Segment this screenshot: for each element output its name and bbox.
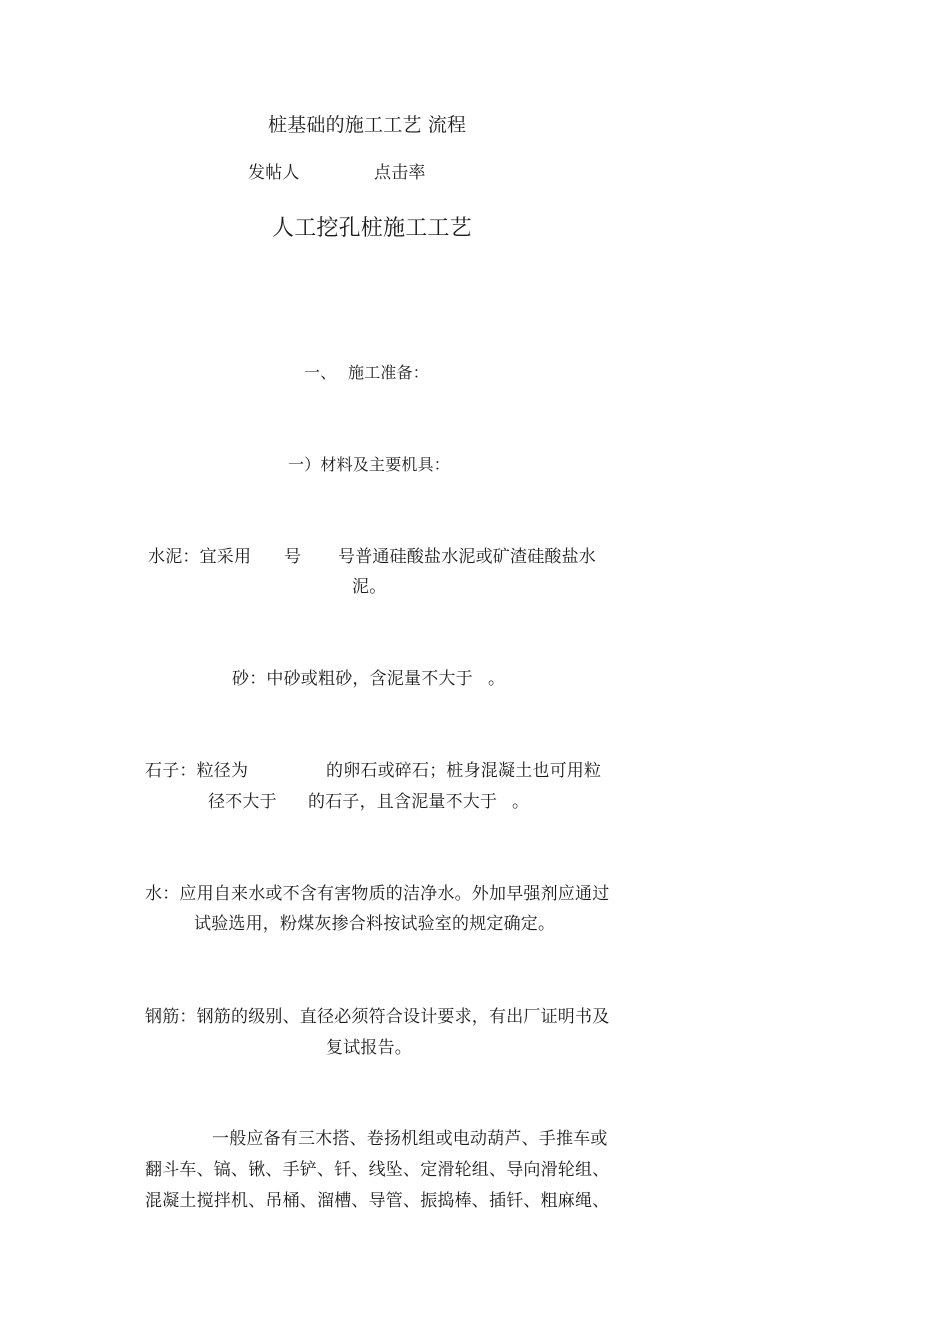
stone-text-2: 的卵石或碎石；桩身混凝土也可用粒 — [326, 761, 602, 781]
clicks-label: 点击率 — [374, 163, 426, 183]
cement-text-2: 号 — [284, 547, 302, 567]
tools-line-2: 翻斗车、镐、锹、手铲、钎、线坠、定滑轮组、导向滑轮组、 — [145, 1160, 610, 1180]
rebar-line-1: 钢筋：钢筋的级别、直径必须符合设计要求，有出厂证明书及 — [145, 1007, 610, 1027]
subsection-1-title: 一）材料及主要机具： — [288, 455, 451, 474]
section-1-title: 施工准备： — [348, 363, 430, 382]
cement-text-3: 号普通硅酸盐水泥或矿渣硅酸盐水 — [338, 547, 596, 567]
water-line-2: 试验选用，粉煤灰掺合料按试验室的规定确定。 — [194, 914, 556, 934]
document-title: 桩基础的施工工艺 流程 — [268, 114, 467, 136]
tools-line-3: 混凝土搅拌机、吊桶、溜槽、导管、振捣棒、插钎、粗麻绳、 — [145, 1191, 610, 1211]
main-heading: 人工挖孔桩施工工艺 — [272, 216, 472, 241]
section-1-number: 一、 — [304, 363, 337, 382]
poster-label: 发帖人 — [248, 163, 300, 183]
stone-text-5: 。 — [512, 792, 530, 812]
stone-text-4: 的石子，且含泥量不大于 — [308, 792, 498, 812]
stone-text-1: 石子：粒径为 — [145, 761, 249, 781]
sand-text-1: 砂：中砂或粗砂，含泥量不大于 — [232, 669, 473, 689]
water-line-1: 水：应用自来水或不含有害物质的洁净水。外加早强剂应通过 — [145, 884, 610, 904]
cement-text-1: 水泥：宜采用 — [148, 547, 252, 567]
rebar-line-2: 复试报告。 — [326, 1038, 412, 1058]
cement-text-4: 泥。 — [352, 577, 387, 597]
sand-text-2: 。 — [488, 669, 506, 689]
stone-text-3: 径不大于 — [208, 792, 277, 812]
tools-line-1: 一般应备有三木搭、卷扬机组或电动葫芦、手推车或 — [212, 1129, 608, 1149]
